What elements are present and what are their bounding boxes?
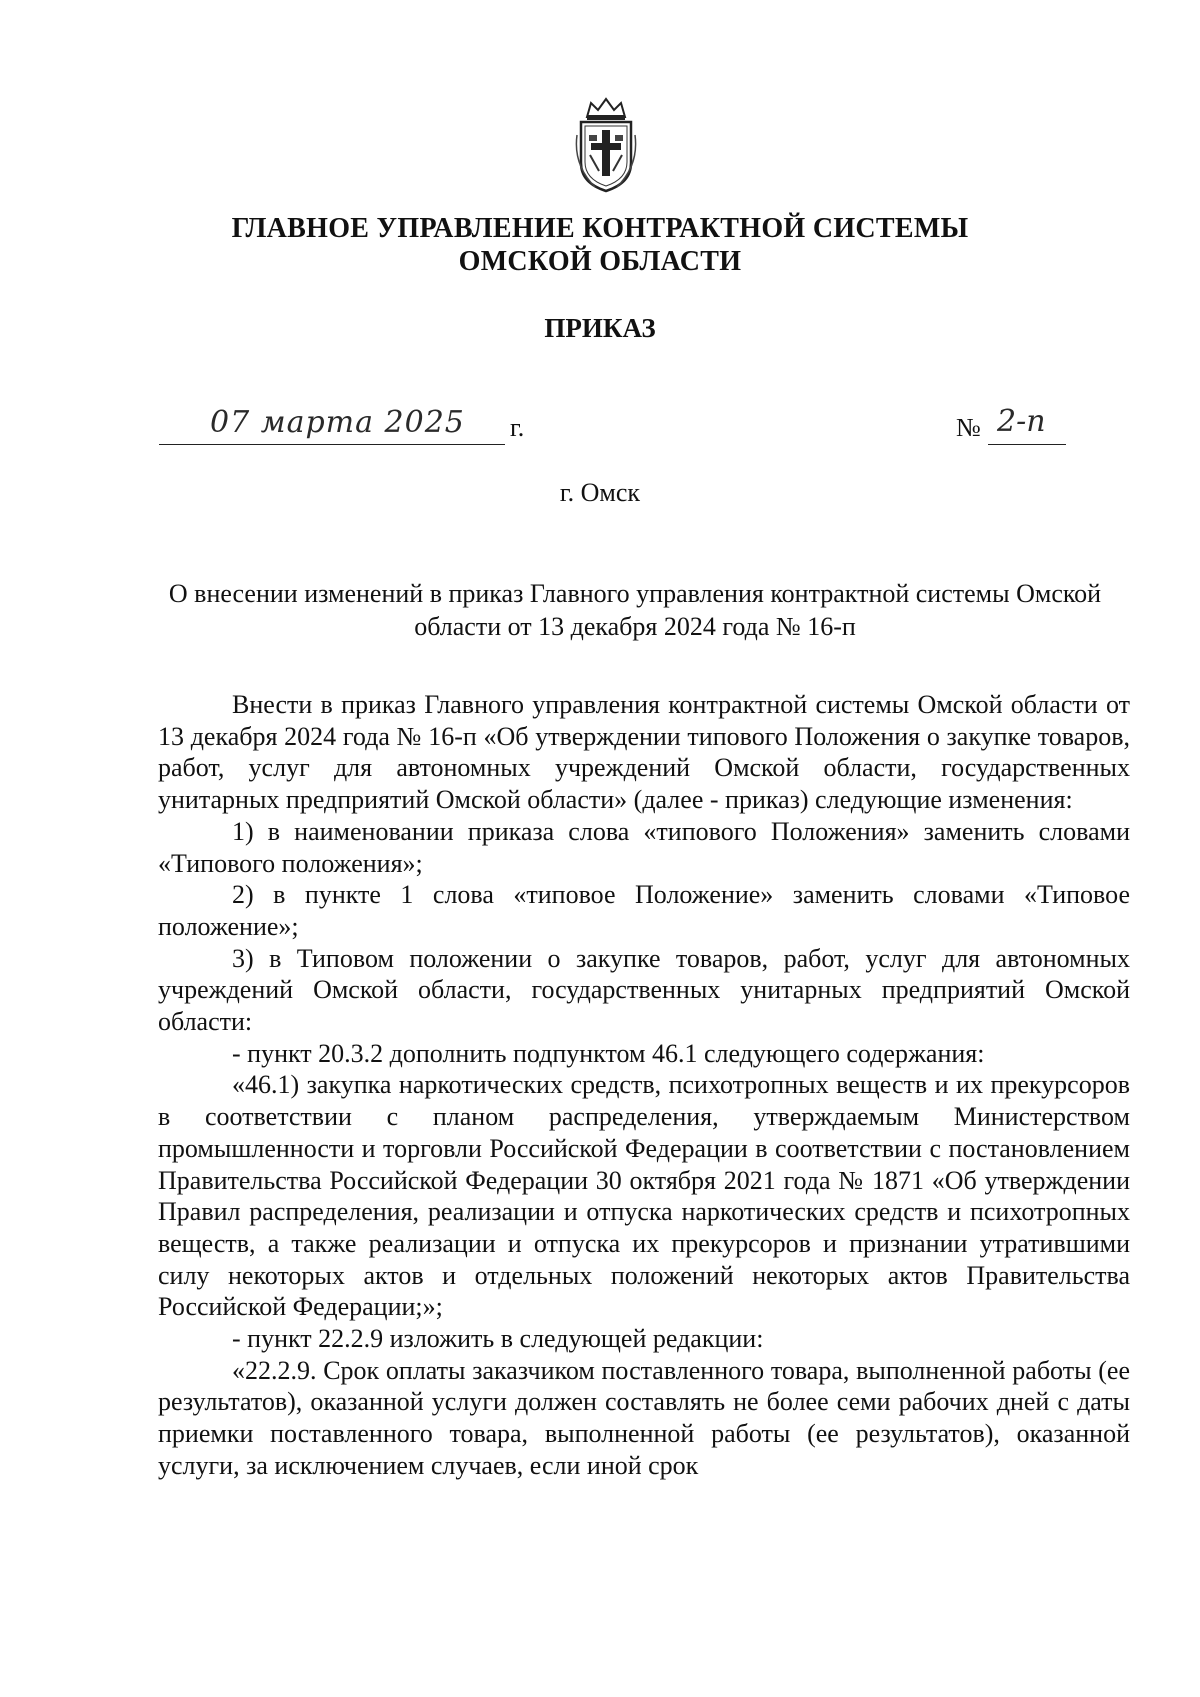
number-sign: №: [956, 413, 981, 442]
order-subject: О внесении изменений в приказ Главного управления контрактной системы Омской области от 13 декабря 2024 года № 16-п: [168, 579, 1102, 641]
handwritten-date: 07 марта 2025: [210, 405, 465, 440]
paragraph: 1) в наименовании приказа слова «типового Положения» заменить словами «Типового положения»;: [158, 816, 1130, 878]
paragraph: - пункт 22.2.9 изложить в следующей редакции:: [232, 1324, 764, 1354]
order-body: [158, 689, 1130, 1482]
paragraph: - пункт 20.3.2 дополнить подпунктом 46.1 следующего содержания:: [232, 1038, 985, 1068]
paragraph: «22.2.9. Срок оплаты заказчиком поставленного товара, выполненной работы (ее результатов), оказанной услуги должен составлять не более семи рабочих дней с даты приемки поставленного товара, выполненной работы (ее результатов), оказанной услуги, за исключением случаев, если иной срок: [158, 1355, 1130, 1480]
date-suffix: г.: [510, 413, 525, 442]
organization-name-line1: ГЛАВНОЕ УПРАВЛЕНИЕ КОНТРАКТНОЙ СИСТЕМЫ: [231, 213, 969, 244]
omsk-coat-of-arms-icon: [573, 95, 639, 195]
paragraph: 3) в Типовом положении о закупке товаров, работ, услуг для автономных учреждений Омской области, государственных унитарных предприятий Омской области:: [158, 943, 1130, 1037]
paragraph: Внести в приказ Главного управления контрактной системы Омской области от 13 декабря 2024 года № 16-п «Об утверждении типового Положения о закупке товаров, работ, услуг для автономных учреждений Омской области, государственных унитарных предприятий Омской области» (далее - приказ) следующие изменения:: [158, 690, 1130, 815]
document-type-title: ПРИКАЗ: [544, 313, 656, 343]
city-name: г. Омск: [559, 478, 641, 507]
paragraph: 2) в пункте 1 слова «типовое Положение» заменить словами «Типовое положение»;: [158, 880, 1130, 941]
paragraph: «46.1) закупка наркотических средств, психотропных веществ и их прекурсоров в соответствии с планом распределения, утверждаемым Министерством промышленности и торговли Российской Федерации в соответствии с постановлением Правительства Российской Федерации 30 октября 2021 года № 1871 «Об утверждении Правил распределения, реализации и отпуска наркотических средств и психотропных веществ, а также реализации и отпуска их прекурсоров и признании утратившими силу некоторых актов и отдельных положений некоторых актов Правительства Российской Федерации;»;: [158, 1070, 1130, 1322]
organization-name-line2: ОМСКОЙ ОБЛАСТИ: [458, 246, 742, 277]
handwritten-number: 2-п: [997, 404, 1046, 439]
